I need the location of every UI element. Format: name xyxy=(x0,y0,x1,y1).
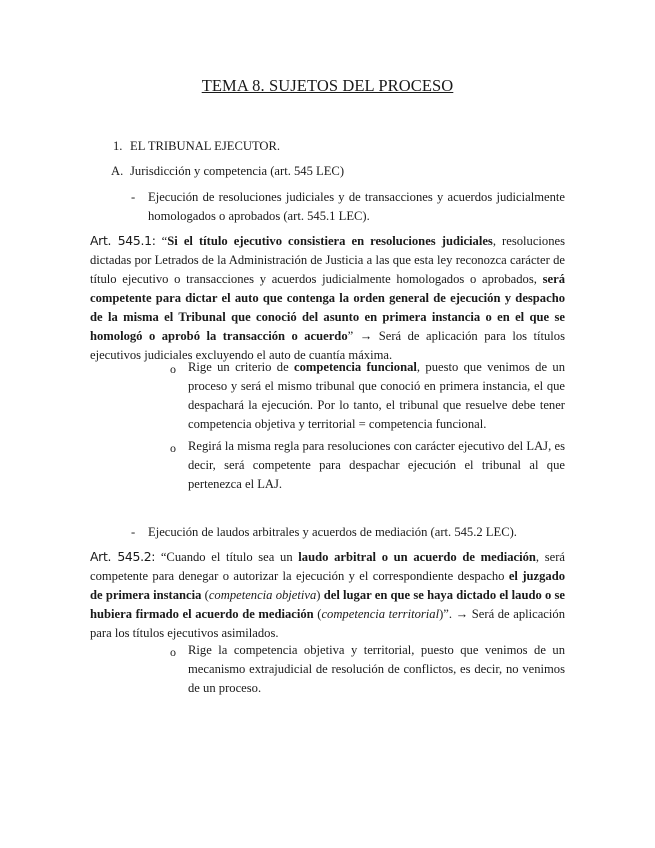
paragraph-text: )”. → Será de aplicación para los títulos ejecutivos asimilados. xyxy=(90,607,565,640)
bullet-marker: o xyxy=(170,362,176,376)
section-heading: EL TRIBUNAL EJECUTOR. xyxy=(130,139,281,153)
paragraph-text: , resoluciones dictadas por Letrados de la Administración de Justicia a las que esta ley reconozca carácter de título ejecutivo o transacciones y acuerdos judicialmente homologados o aprobados, xyxy=(90,234,565,286)
article-545-2-paragraph xyxy=(90,547,565,643)
bold-text: del lugar en que se haya dictado el laudo o se hubiera firmado el acuerdo de mediación xyxy=(90,588,566,621)
paragraph-text: Rige un criterio de xyxy=(188,360,295,374)
bold-text: competencia funcional xyxy=(294,360,417,374)
paragraph-text: ) xyxy=(316,588,324,602)
dash-item-text: Ejecución de resoluciones judiciales y de transacciones y acuerdos judicialmente homologados o aprobados (art. 545.1 LEC). xyxy=(148,190,565,223)
dash-marker: - xyxy=(131,525,136,539)
article-label: Art. 545.1: xyxy=(90,233,156,248)
bold-text: el juzgado de primera instancia xyxy=(90,569,565,602)
italic-text: competencia territorial xyxy=(321,607,440,621)
bold-text: será competente para dictar el auto que contenga la orden general de ejecución y despacho de la misma el Tribunal que conoció del asunto en primera instancia o en el que se homologó o aprobó la transacción o acuerdo xyxy=(90,272,565,343)
dash-marker: - xyxy=(131,190,136,204)
subsection-letter: A. xyxy=(111,164,124,178)
sub-bullet-text: Rige la competencia objetiva y territorial, puesto que venimos de un mecanismo extrajudicial de resolución de conflictos, es decir, no venimos de un proceso. xyxy=(188,643,565,695)
paragraph-text: “Cuando el título sea un xyxy=(155,550,299,564)
paragraph-text: ( xyxy=(313,607,322,621)
sub-bullet-text: Regirá la misma regla para resoluciones con carácter ejecutivo del LAJ, es decir, será competente para despachar ejecución el tribunal al que pertenezca el LAJ. xyxy=(188,439,565,491)
quote-open: “ xyxy=(155,234,168,248)
paragraph-text: ( xyxy=(201,588,209,602)
bullet-marker: o xyxy=(170,645,176,659)
article-label: Art. 545.2: xyxy=(90,549,156,564)
article-545-1-paragraph xyxy=(90,231,565,365)
section-number: 1. xyxy=(113,139,123,153)
italic-text: competencia objetiva xyxy=(208,588,317,602)
dash-item-text: Ejecución de laudos arbitrales y acuerdos de mediación (art. 545.2 LEC). xyxy=(148,525,517,539)
subsection-heading: Jurisdicción y competencia (art. 545 LEC) xyxy=(130,164,345,178)
paragraph-text: , será competente para denegar o autorizar la ejecución y el correspondiente despacho xyxy=(90,550,565,583)
page-title: TEMA 8. SUJETOS DEL PROCESO xyxy=(201,76,454,95)
bullet-marker: o xyxy=(170,441,176,455)
bold-text: Si el título ejecutivo consistiera en resoluciones judiciales xyxy=(167,234,493,248)
paragraph-text: , puesto que venimos de un proceso y será el mismo tribunal que conoció en primera instancia, el que despachará la ejecución. Por lo tanto, el tribunal que resuelve debe tener competencia objetiva y territorial = competencia funcional. xyxy=(188,360,565,431)
sub-bullet-text xyxy=(188,358,565,434)
bold-text: laudo arbitral o un acuerdo de mediación xyxy=(298,550,536,564)
paragraph-text: ” → Será de aplicación para los títulos ejecutivos judiciales excluyendo el auto de cuantía máxima. xyxy=(90,329,566,362)
